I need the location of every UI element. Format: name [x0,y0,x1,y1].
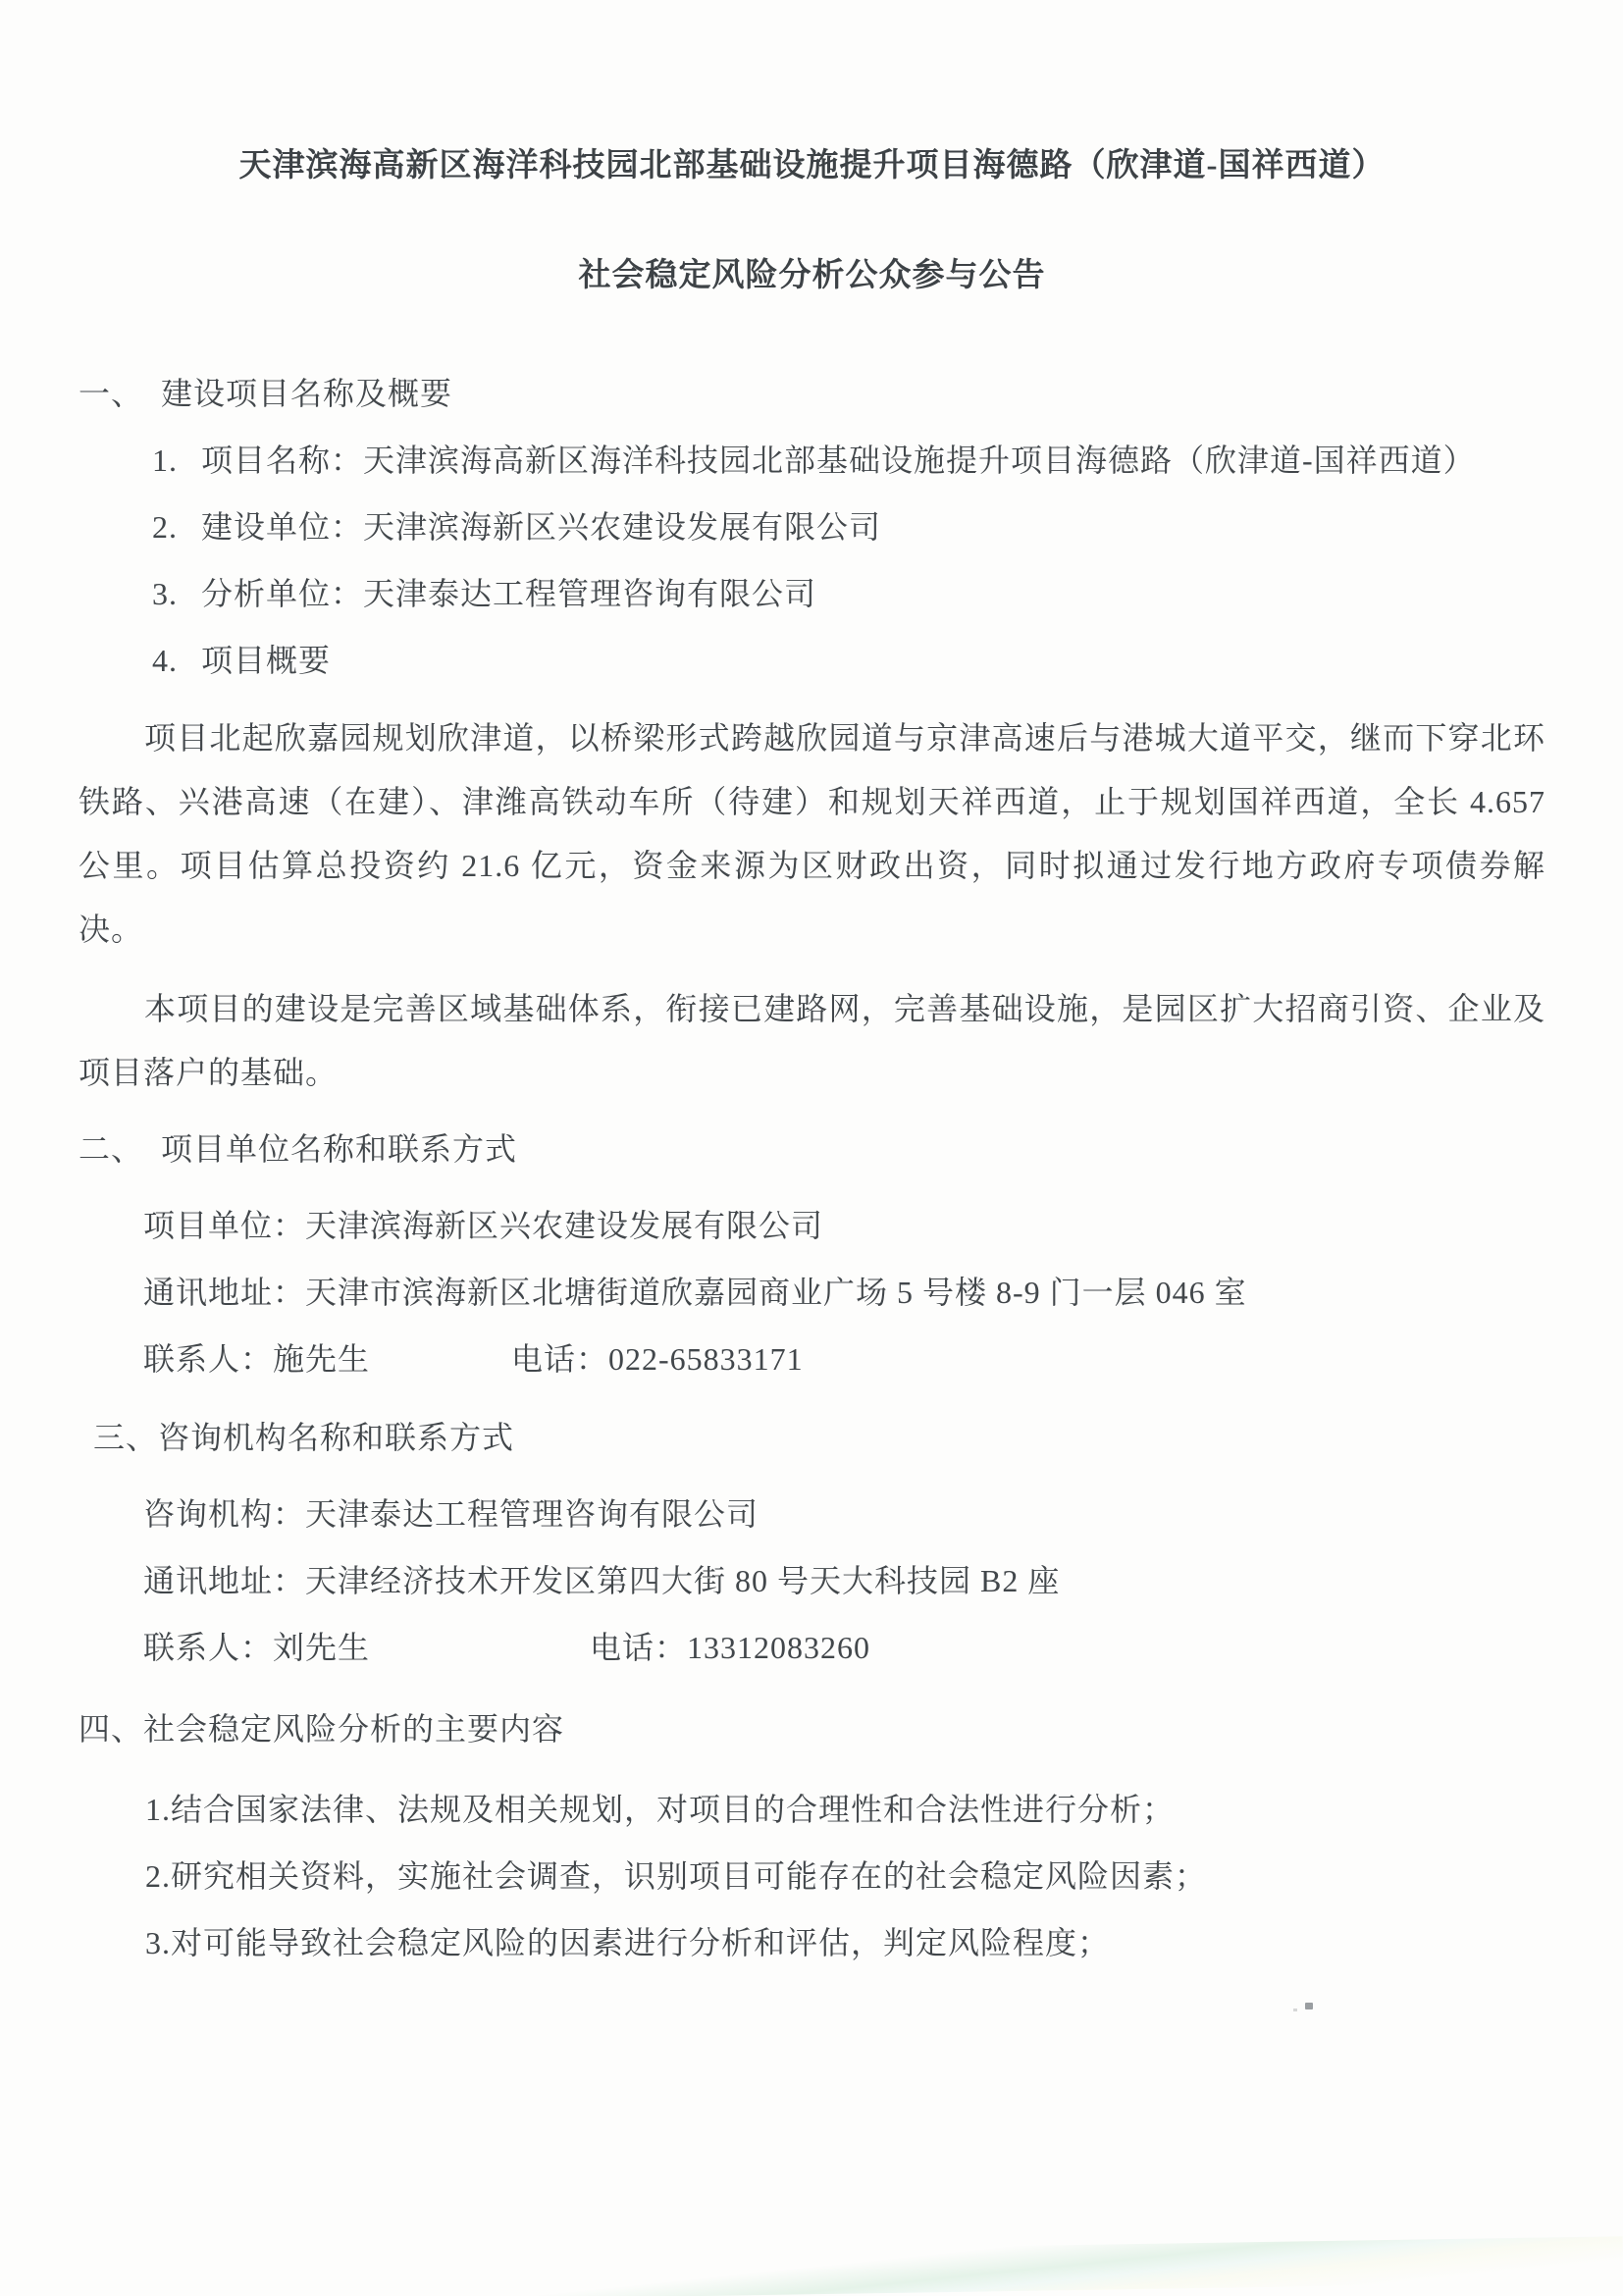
analysis-content-item-1: 1.结合国家法律、法规及相关规划，对项目的合理性和合法性进行分析； [145,1792,1176,1827]
scan-edge-artifact [530,2236,1623,2296]
section-two-number: 二、 [79,1131,144,1167]
consulting-agency-line: 咨询机构：天津泰达工程管理咨询有限公司 [143,1496,759,1532]
section-one-title: 建设项目名称及概要 [161,376,453,411]
analysis-content-item-2: 2.研究相关资料，实施社会调查，识别项目可能存在的社会稳定风险因素； [145,1858,1208,1894]
item-number: 4. [152,643,178,678]
section-three-number: 三、 [93,1420,159,1455]
item-number: 3. [152,576,178,611]
item-number: 2. [152,509,178,545]
section-four-heading [79,1706,1545,1751]
project-name-text: 项目名称：天津滨海高新区海洋科技园北部基础设施提升项目海德路（欣津道-国祥西道） [201,443,1476,478]
section-two-title: 项目单位名称和联系方式 [161,1131,518,1167]
section-four-number: 四、 [79,1711,144,1747]
item-number: 1. [152,443,178,478]
construction-unit-text: 建设单位：天津滨海新区兴农建设发展有限公司 [201,509,882,545]
section-four-title: 社会稳定风险分析的主要内容 [143,1711,565,1747]
section-one-number: 一、 [79,376,144,411]
consulting-agency-contact-line [79,1625,1545,1670]
construction-unit-item [79,504,1545,549]
scan-speck-artifact [1305,2003,1313,2009]
section-three-heading [79,1415,1545,1460]
project-unit-line: 项目单位：天津滨海新区兴农建设发展有限公司 [143,1208,824,1243]
section-one-heading [79,371,1545,416]
project-summary-item [79,638,1545,683]
analysis-unit-item [79,571,1545,616]
project-unit-contact-line [79,1336,1545,1382]
consulting-agency-address-line: 通讯地址：天津经济技术开发区第四大街 80 号天大科技园 B2 座 [143,1563,1061,1598]
document-subtitle: 社会稳定风险分析公众参与公告 [578,258,1046,293]
project-summary-text: 项目概要 [201,643,332,678]
project-unit-address-line: 通讯地址：天津市滨海新区北塘街道欣嘉园商业广场 5 号楼 8-9 门一层 046 室 [143,1275,1247,1310]
analysis-unit-text: 分析单位：天津泰达工程管理咨询有限公司 [201,576,817,611]
document-title: 天津滨海高新区海洋科技园北部基础设施提升项目海德路（欣津道-国祥西道） [238,148,1386,183]
consulting-agency-contact-phone: 电话：13312083260 [590,1630,871,1665]
project-name-item [79,438,1545,483]
section-three-title: 咨询机构名称和联系方式 [158,1420,515,1455]
analysis-content-item-3: 3.对可能导致社会稳定风险的因素进行分析和评估，判定风险程度； [145,1925,1111,1960]
section-two-heading [79,1126,1545,1172]
project-purpose-paragraph: 本项目的建设是完善区域基础体系，衔接已建路网，完善基础设施，是园区扩大招商引资、企业及项目落户的基础。 [79,991,1545,1090]
project-unit-contact-phone: 电话：022-65833171 [511,1341,804,1377]
project-unit-contact-person: 联系人：施先生 [143,1341,371,1377]
project-overview-paragraph: 项目北起欣嘉园规划欣津道，以桥梁形式跨越欣园道与京津高速后与港城大道平交，继而下穿北环铁路、兴港高速（在建）、津潍高铁动车所（待建）和规划天祥西道，止于规划国祥西道，全长 4.657 公里。项目估算总投资约 21.6 亿元，资金来源为区财政出资，同时拟通过发行地方政府专项债券解决。 [79,720,1545,947]
consulting-agency-contact-person: 联系人：刘先生 [143,1630,371,1665]
